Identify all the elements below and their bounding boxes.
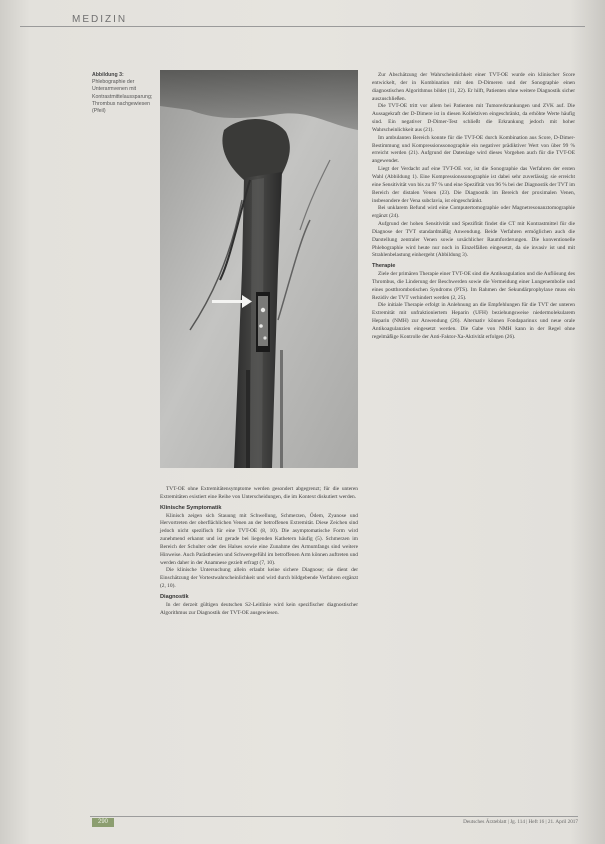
heading-klinische-symptomatik: Klinische Symptomatik xyxy=(160,504,222,511)
therapie-paragraph-1: Ziele der primären Therapie einer TVT-OE sind die Antikoagulation und die Auflösung des Thrombus, die Linderung der Beschwerden sowie die Vermeidung einer Lungenembolie und eines postthrombotischen Syndroms (PTS). Im Rahmen der Sekundärprophylaxe muss ein Rezidiv der TVT verhindert werden (2, 25). xyxy=(372,271,575,301)
heading-diagnostik: Diagnostik xyxy=(160,593,189,600)
section-title: MEDIZIN xyxy=(72,14,128,25)
right-column xyxy=(372,72,575,342)
right-paragraph-3: Im ambulanten Bereich konnte für die TVT-OE durch Kombination aus Score, D-Dimer-Bestimmung und Kompressionssonographie ein negativer prädiktiver Wert von über 99 % erreicht werden (21). Aufgrund der Datenlage wird dieses Vorgehen auch für die TVT-OE angewendet. xyxy=(372,134,575,165)
right-paragraph-2: Die TVT-OE tritt vor allem bei Patienten mit Tumorerkrankungen und ZVK auf. Die Aussagekraft der D-Dimere ist in diesen Kollektiven eingeschränkt, da erhöhte Werte häufig sind. Ein negativer D-Dimer-Test schließt die Erkrankung jedoch mit hoher Wahrscheinlichkeit aus (21). xyxy=(372,103,575,133)
symptome-paragraph: Klinisch zeigen sich Stauung mit Schwellung, Schmerzen, Ödem, Zyanose und Hervortreten der oberflächlichen Venen an der betroffenen Extremität. Diese Zeichen sind jedoch nicht spezifisch für eine TVT-OE (8, 10). Die asymptomatische Form wird zunehmend erkannt und ist gerade bei liegenden Kathetern häufig (5). Schmerzen im Bereich der Schulter oder des Halses sowie eine Zunahme des Armumfangs sind weitere Hinweise. Auch Parästhesien und Schweregefühl im betroffenen Arm können auftreten und werden daher in der Anamnese gezielt erfragt (7, 10). xyxy=(160,512,358,566)
xray-figure xyxy=(160,70,358,468)
right-paragraph-6: Aufgrund der hohen Sensitivität und Spezifität findet die CT mit Kontrastmittel für die Diagnose der TVT standardmäßig Anwendung. Beide Verfahren ermöglichen auch die Darstellung zentraler Venen sowie ursächlicher Raumforderungen. Die konventionelle Phlebographie wird heute nur noch in Einzelfällen eingesetzt, da sie invasiv ist und mit Strahlenbelastung einhergeht (Abbildung 3). xyxy=(372,221,575,259)
figure-caption-label: Abbildung 3: xyxy=(92,72,124,78)
phlebography-image xyxy=(160,70,358,468)
left-column xyxy=(160,486,358,618)
left-intro-paragraph: TVT-OE ohne Extremitätensymptome werden gesondert abgegrenzt; für die unteren Extremitäten existiert eine Reihe von Unterscheidungen, die im Kontext diskutiert werden. xyxy=(160,486,358,500)
footer-rule xyxy=(90,816,578,817)
heading-therapie: Therapie xyxy=(372,263,396,270)
figure-caption-text: Phlebographie der Unterarmvenen mit Kontrastmittelaussparung; Thrombus nachgewiesen (Pfeil) xyxy=(92,79,153,115)
diagnostik-paragraph: In der derzeit gültigen deutschen S2-Leitlinie wird kein spezifischer diagnostischer Algorithmus zur Diagnostik der TVT-OE ausgewiesen. xyxy=(160,601,358,616)
page-number: 290 xyxy=(92,818,114,827)
right-paragraph-1: Zur Abschätzung der Wahrscheinlichkeit einer TVT-OE wurde ein klinischer Score entwickelt, der in Kombination mit den D-Dimeren und der Sonographie einen diagnostischen Algorithmus bildet (11, 22). Er hilft, Patienten ohne weitere Diagnostik sicher auszuschließen. xyxy=(372,72,575,102)
right-paragraph-4: Liegt der Verdacht auf eine TVT-OE vor, ist die Sonographie das Verfahren der ersten Wahl (Abbildung 1). Eine Kompressionssonographie ist dabei sehr zuverlässig; sie erreicht eine Sensitivität von bis zu 97 % und eine Spezifität von 96 % bei der Diagnostik der TVT im Bereich der distalen Venen (23). Die Diagnostik im Bereich der proximalen Venen, insbesondere der Vena subclavia, ist eingeschränkt. xyxy=(372,166,575,204)
untersuchung-paragraph: Die klinische Untersuchung allein erlaubt keine sichere Diagnose; sie dient der Einschätzung der Vortestwahrscheinlichkeit und wird durch bildgebende Verfahren ergänzt (2, 10). xyxy=(160,567,358,590)
journal-citation: Deutsches Ärzteblatt | Jg. 114 | Heft 16 | 21. April 2017 xyxy=(463,819,578,825)
figure-caption xyxy=(92,72,154,115)
right-paragraph-5: Bei unklarem Befund wird eine Computertomographie oder Magnetresonanztomographie ergänzt (24). xyxy=(372,205,575,220)
therapie-paragraph-2: Die initiale Therapie erfolgt in Anlehnung an die Empfehlungen für die TVT der unteren Extremität mit unfraktioniertem Heparin (UFH) beziehungsweise niedermolekularem Heparin (NMH) zur Anwendung (26). Alternativ können Fondaparinux und neue orale Antikoagulanzien eingesetzt werden. Die Gabe von NMH kann in der Regel ohne regelmäßige Kontrolle der Anti-Faktor-Xa-Aktivität erfolgen (26). xyxy=(372,302,575,340)
